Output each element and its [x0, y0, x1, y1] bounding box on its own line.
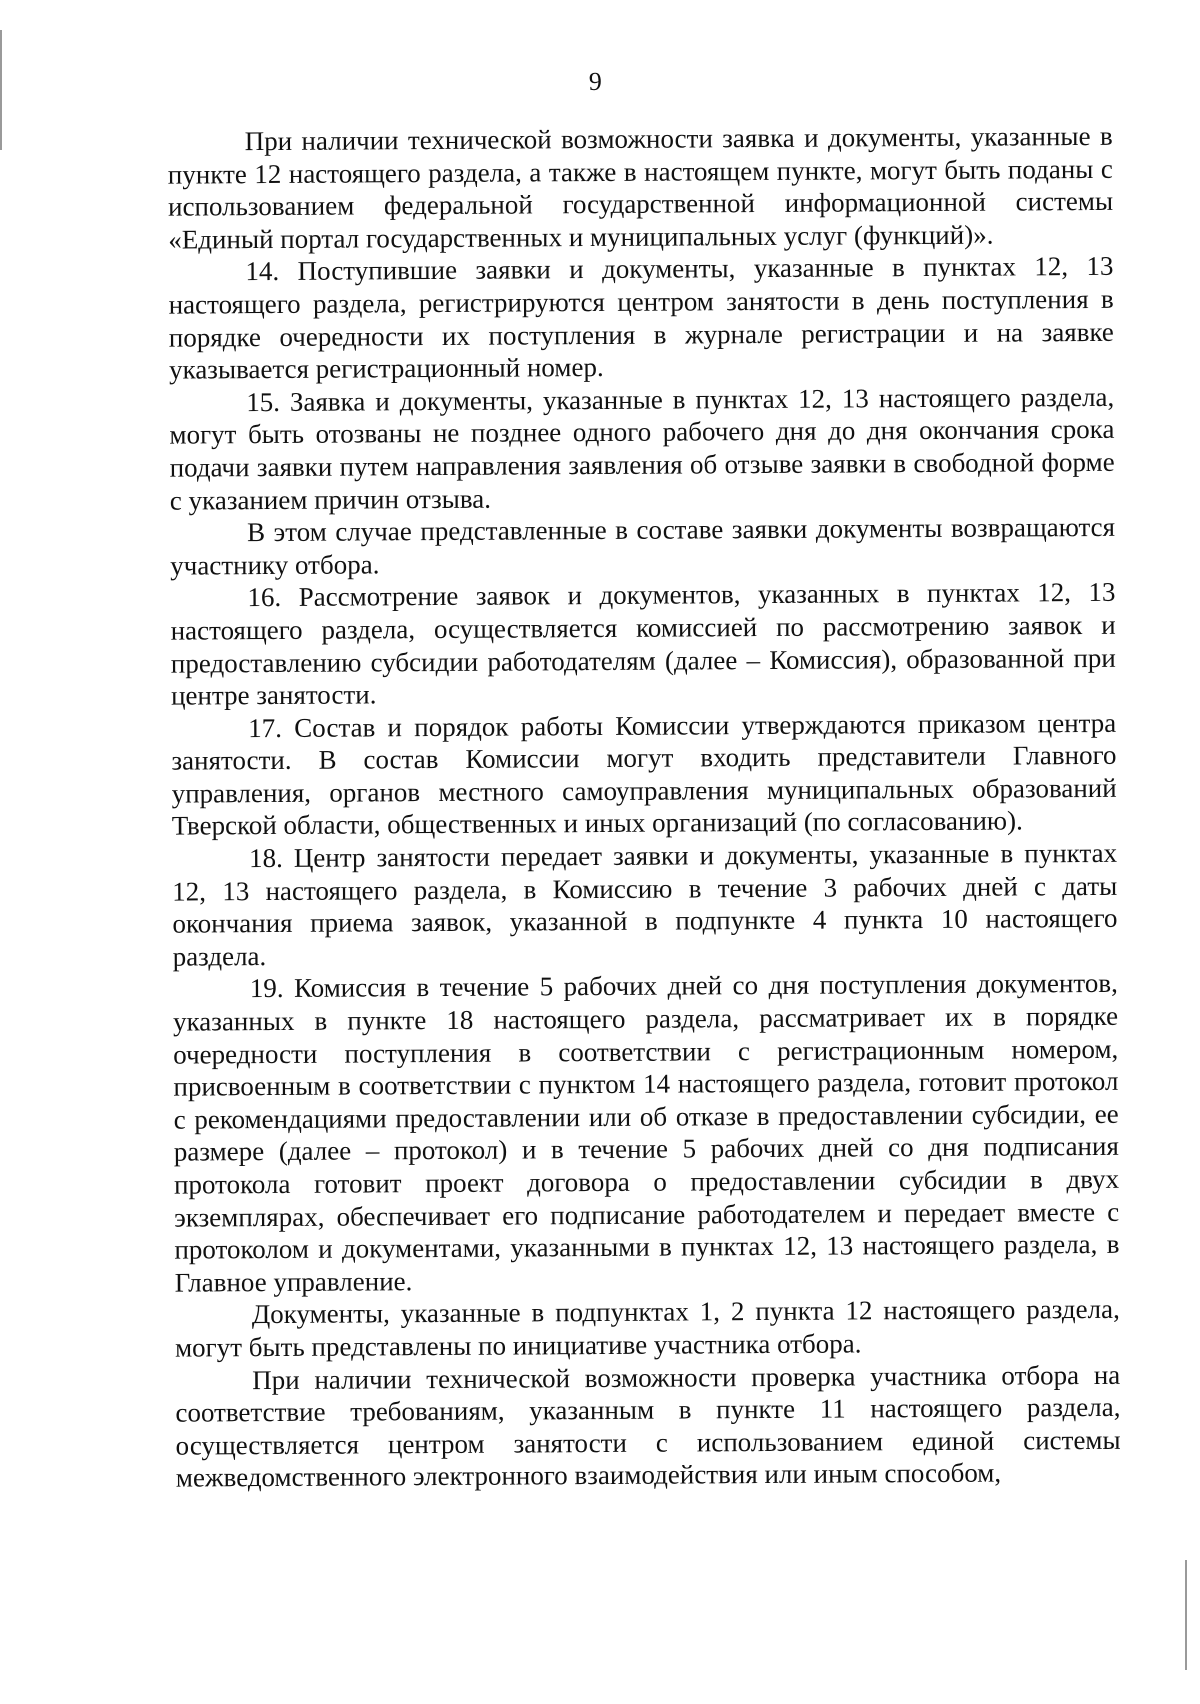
document-body: [168, 120, 1121, 1495]
paragraph-portal-submission: При наличии технической возможности заявка и документы, указанные в пункте 12 настоящего раздела, а также в настоящем пункте, могут быть поданы с использованием федеральной государственной информационной системы «Единый портал государственных и муниципальных услуг (функций)».: [167, 120, 1114, 255]
paragraph-eligibility-check: При наличии технической возможности проверка участника отбора на соответствие требованиям, указанным в пункте 11 настоящего раздела, осуществляется центром занятости с использованием единой системы межведомственного электронного взаимодействия или иным способом,: [175, 1359, 1121, 1493]
paragraph-item-14: 14. Поступившие заявки и документы, указанные в пунктах 12, 13 настоящего раздела, регистрируются центром занятости в день поступления в порядке очередности их поступления в журнале регистрации и на заявке указывается регистрационный номер.: [168, 251, 1114, 385]
paragraph-item-19: 19. Комиссия в течение 5 рабочих дней со дня поступления документов, указанных в пункте 18 настоящего раздела, рассматривает их в порядке очередности поступления в соответствии с регистрационным номером, присвоенным в соответствии с пунктом 14 настоящего раздела, готовит протокол с рекомендациями предоставлении или об отказе в предоставлении субсидии, ее размере (далее – протокол) и в течение 5 рабочих дней со дня подписания протокола готовит проект договора о предоставлении субсидии в двух экземплярах, обеспечивает его подписание работодателем и передает вместе с протоколом и документами, указанными в пунктах 12, 13 настоящего раздела, в Главное управление.: [172, 968, 1120, 1298]
paragraph-optional-documents: Документы, указанные в подпунктах 1, 2 пункта 12 настоящего раздела, могут быть представлены по инициативе участника отбора.: [174, 1294, 1120, 1363]
paragraph-item-17: 17. Состав и порядок работы Комиссии утверждаются приказом центра занятости. В состав Комиссии могут входить представители Главного управления, органов местного самоуправления муниципальных образований Тверской области, общественных и иных организаций (по согласованию).: [171, 707, 1117, 842]
paragraph-item-18: 18. Центр занятости передает заявки и документы, указанные в пунктах 12, 13 настоящего раздела, в Комиссию в течение 3 рабочих дней с даты окончания приема заявок, указанной в подпункте 4 пункта 10 настоящего раздела.: [172, 837, 1118, 972]
paragraph-item-15: 15. Заявка и документы, указанные в пунктах 12, 13 настоящего раздела, могут быть отозваны не позднее одного рабочего дня до дня окончания срока подачи заявки путем направления заявления об отзыве заявки в свободной форме с указанием причин отзыва.: [169, 381, 1115, 516]
page-number: 9: [588, 66, 602, 97]
paragraph-documents-returned: В этом случае представленные в составе заявки документы возвращаются участнику отбора.: [170, 511, 1116, 581]
paragraph-item-16: 16. Рассмотрение заявок и документов, указанных в пунктах 12, 13 настоящего раздела, осуществляется комиссией по рассмотрению заявок и предоставлению субсидии работодателям (далее – Комиссия), образованной при центре занятости.: [170, 577, 1116, 711]
